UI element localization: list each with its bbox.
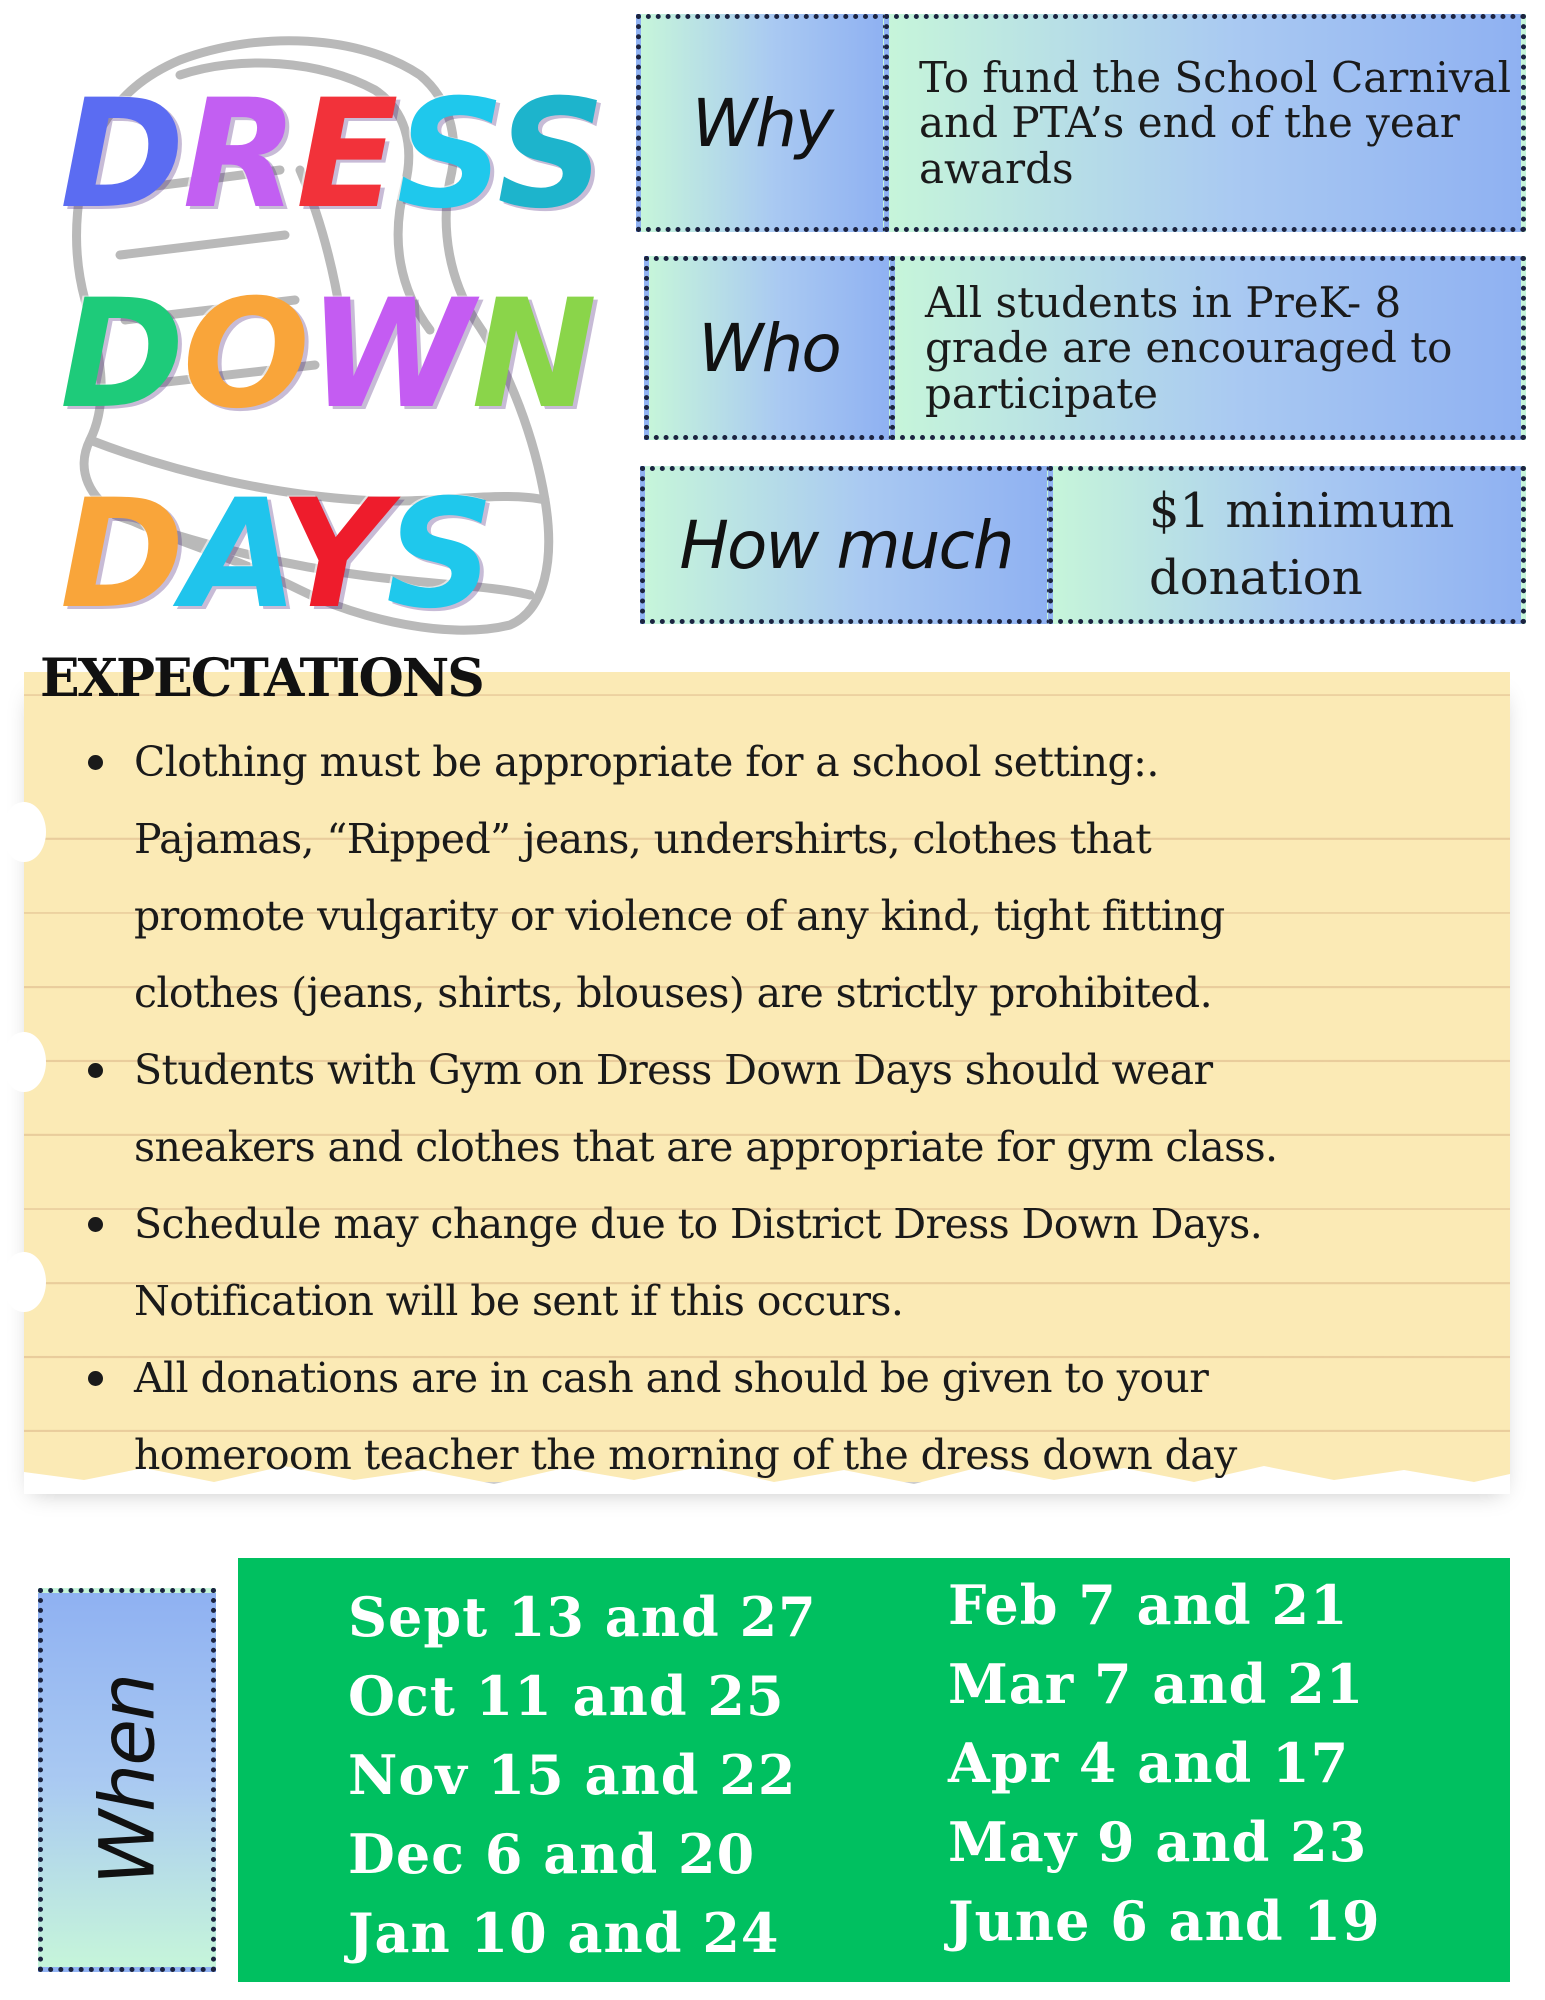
date-item: Oct 11 and 25 <box>348 1664 785 1728</box>
how-much-label: How much <box>679 506 1013 584</box>
title-letter: Y <box>279 468 387 642</box>
who-label: Who <box>698 309 840 387</box>
when-label: When <box>82 1674 172 1886</box>
date-item: Jan 10 and 24 <box>348 1901 780 1965</box>
title-letter: E <box>296 68 397 242</box>
date-item: Apr 4 and 17 <box>948 1731 1350 1795</box>
expectation-line: homeroom teacher the morning of the dress down day <box>134 1431 1237 1479</box>
date-item: Mar 7 and 21 <box>948 1652 1365 1716</box>
title-letter: S <box>497 68 604 242</box>
title-line-3 <box>60 455 580 655</box>
how-much-text-box <box>1048 466 1526 624</box>
expectation-line: promote vulgarity or violence of any kind, tight fitting <box>134 892 1225 940</box>
page-title <box>60 55 604 655</box>
title-letter: N <box>471 268 596 442</box>
expectation-line: sneakers and clothes that are appropriate for gym class. <box>134 1123 1278 1171</box>
expectation-line: Notification will be sent if this occurs. <box>134 1277 904 1325</box>
paper-hole <box>2 802 46 862</box>
expectation-line: All donations are in cash and should be given to your <box>80 1340 1520 1417</box>
dates-column-left <box>348 1578 817 1973</box>
title-letter: O <box>182 268 309 442</box>
who-text: All students in PreK- 8 grade are encouraged to participate <box>925 277 1453 418</box>
expectation-line: Schedule may change due to District Dress Down Days. <box>80 1186 1520 1263</box>
title-letter: R <box>182 68 297 242</box>
who-label-box <box>644 256 894 440</box>
date-item: May 9 and 23 <box>948 1810 1368 1874</box>
title-line-3-text <box>60 468 493 642</box>
why-text-box <box>884 14 1526 232</box>
expectation-line: Clothing must be appropriate for a school setting:. <box>80 724 1520 801</box>
title-line-1-text <box>60 68 604 242</box>
title-letter: S <box>396 68 498 242</box>
expectations-list <box>80 724 1520 1494</box>
who-text-box <box>890 256 1526 440</box>
expectations-title: EXPECTATIONS <box>40 648 483 709</box>
title-letter: S <box>386 468 493 642</box>
date-item: June 6 and 19 <box>948 1889 1381 1953</box>
title-letter: D <box>60 68 183 242</box>
date-item: Feb 7 and 21 <box>948 1573 1349 1637</box>
date-item: Nov 15 and 22 <box>348 1743 797 1807</box>
when-label-box <box>38 1588 216 1972</box>
date-item: Sept 13 and 27 <box>348 1585 817 1649</box>
dates-panel <box>238 1558 1510 1982</box>
title-letter: W <box>308 268 472 442</box>
paper-hole <box>2 1252 46 1312</box>
title-letter: A <box>182 468 280 642</box>
dates-column-right <box>948 1566 1381 1961</box>
title-letter: D <box>60 468 183 642</box>
expectation-line: Pajamas, “Ripped” jeans, undershirts, clothes that <box>134 815 1152 863</box>
date-item: Dec 6 and 20 <box>348 1822 756 1886</box>
why-label-box <box>636 14 888 232</box>
title-line-2 <box>60 255 596 455</box>
expectation-line: Students with Gym on Dress Down Days should wear <box>80 1032 1520 1109</box>
paper-hole <box>2 1032 46 1092</box>
title-line-1 <box>60 55 604 255</box>
expectation-line: clothes (jeans, shirts, blouses) are strictly prohibited. <box>134 969 1213 1017</box>
title-line-2-text <box>60 268 596 442</box>
how-much-label-box <box>640 466 1052 624</box>
how-much-text: $1 minimum donation <box>1149 482 1455 606</box>
why-label: Why <box>691 84 833 162</box>
title-letter: D <box>60 268 183 442</box>
why-text: To fund the School Carnival and PTA’s end of the year awards <box>919 52 1512 193</box>
